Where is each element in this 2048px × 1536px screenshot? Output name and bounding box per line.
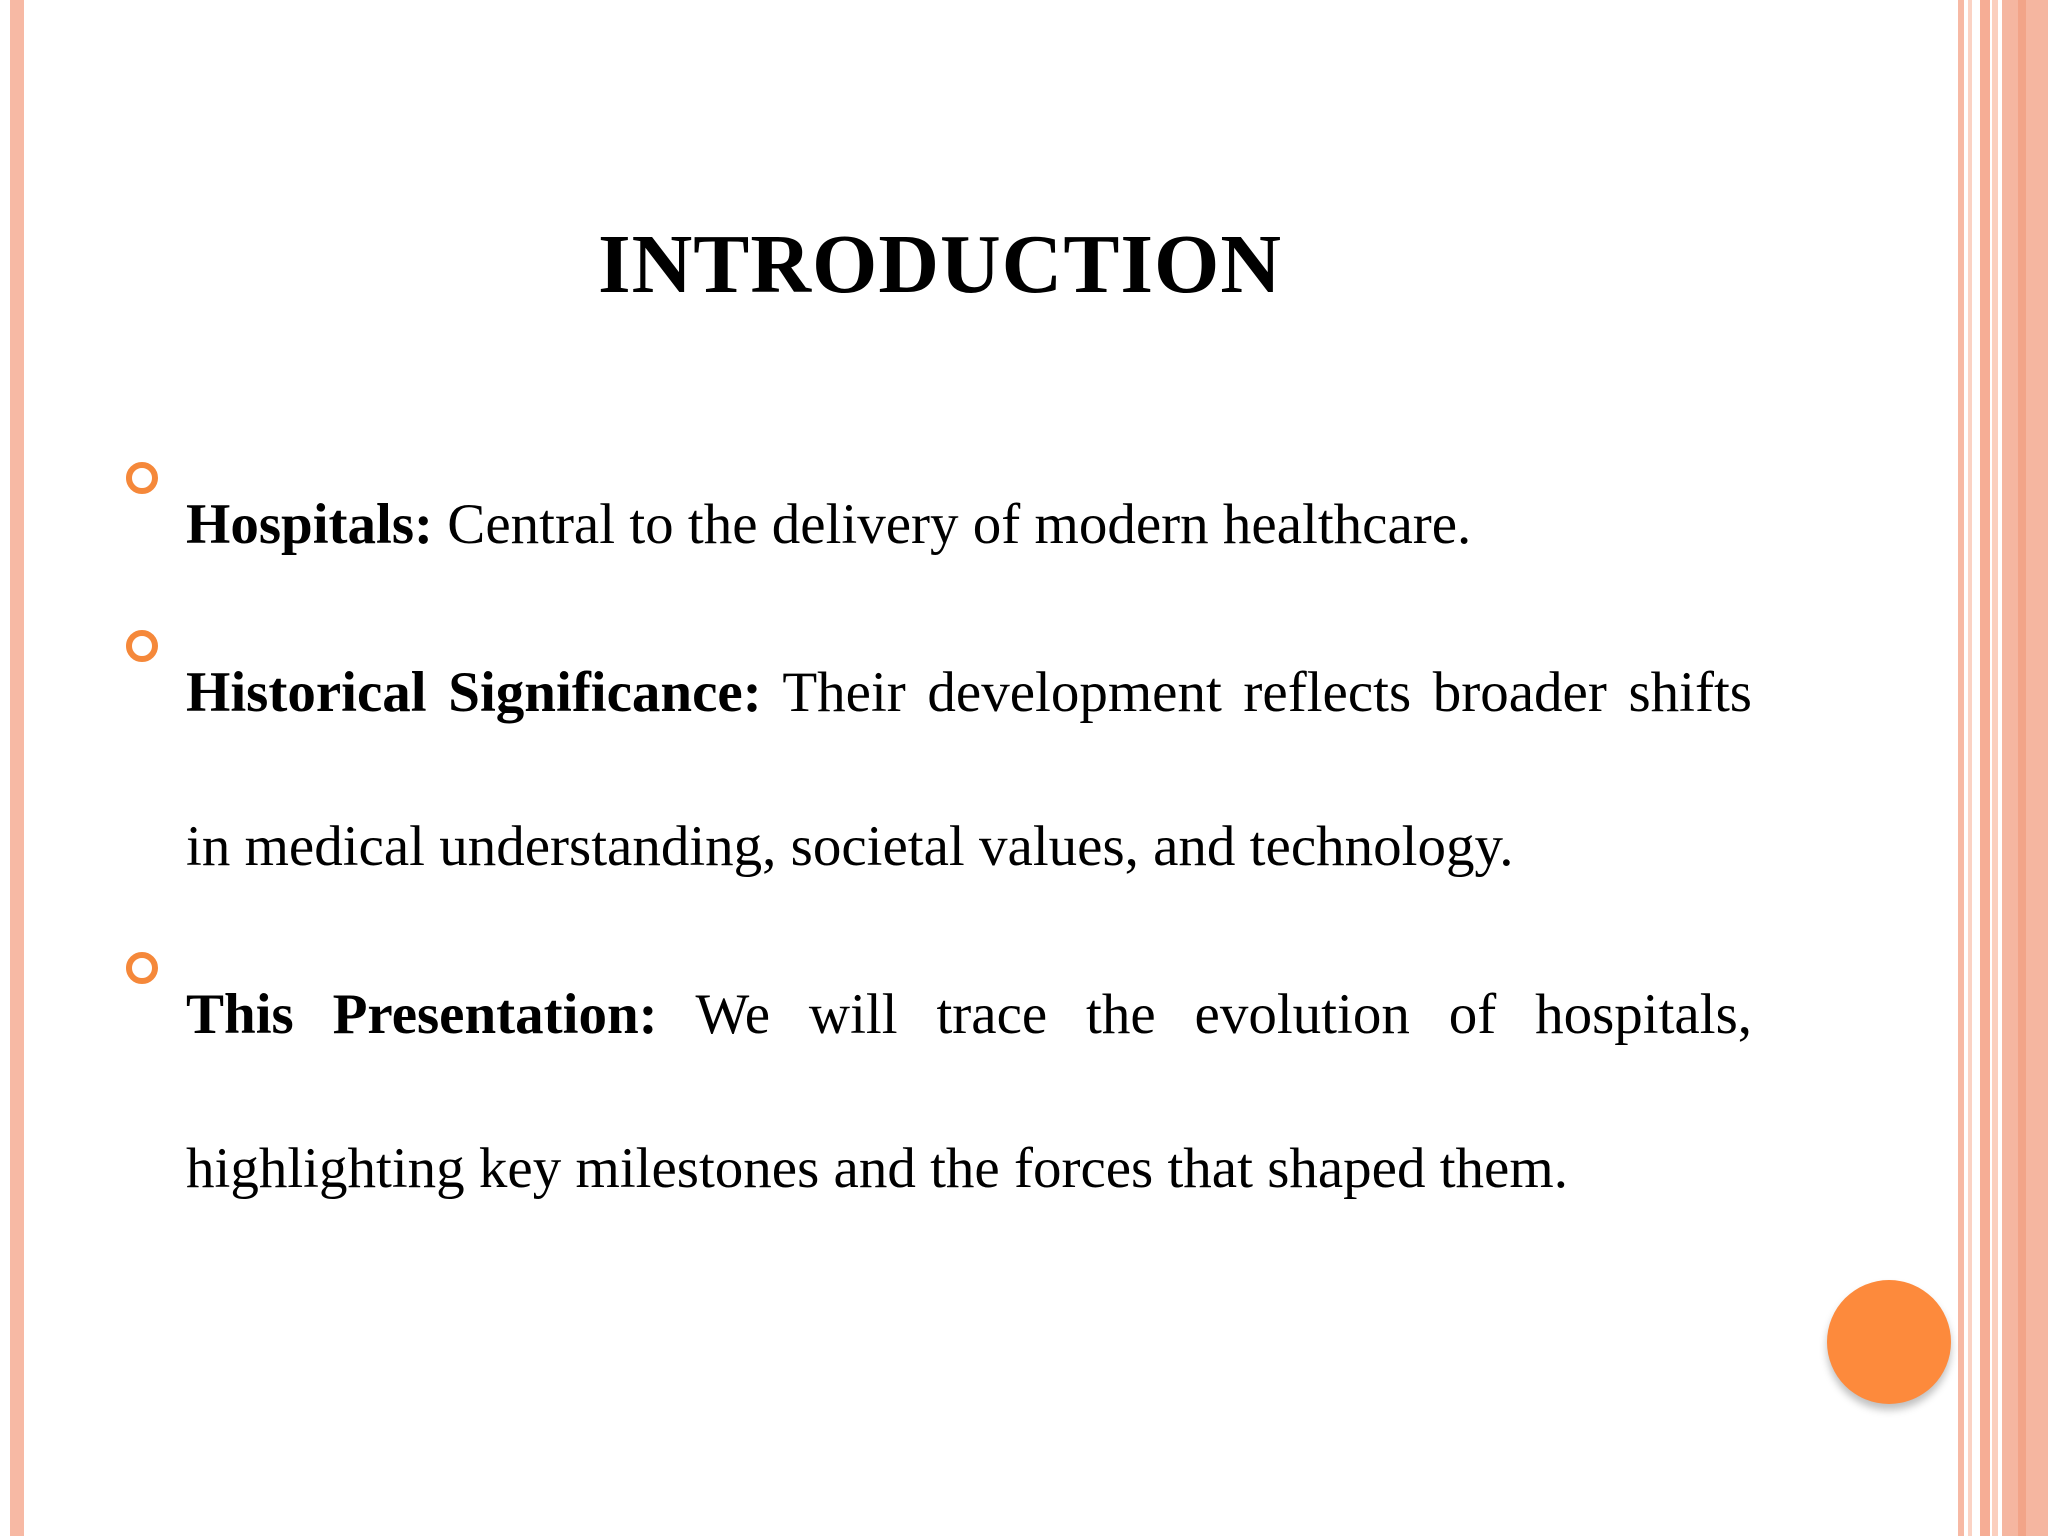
bullet-list (186, 448, 1752, 1246)
bullet-text: Their development reflects broader shifts in medical understanding, societal values, and technology. (186, 661, 1752, 878)
stripe (1980, 0, 1990, 1536)
bullet-term: Hospitals: (186, 493, 434, 556)
bullet-text: Central to the delivery of modern healthcare. (433, 493, 1472, 556)
stripe (2018, 0, 2026, 1536)
bullet-term: Historical Significance: (186, 661, 762, 724)
bullet-item (186, 448, 1752, 602)
bullet-ring-icon (126, 938, 162, 1092)
bullet-ring-icon (126, 616, 162, 770)
bullet-item (186, 616, 1752, 924)
stripe (1958, 0, 1964, 1536)
bullet-item (186, 938, 1752, 1246)
stripe (1992, 0, 1998, 1536)
orange-circle-decoration (1827, 1280, 1951, 1404)
bullet-term: This Presentation: (186, 983, 658, 1046)
bullet-text: We will trace the evolution of hospitals, highlighting key milestones and the forces that shaped them. (186, 983, 1752, 1200)
bullet-ring-icon (126, 448, 162, 602)
slide-title: INTRODUCTION (597, 218, 1283, 311)
stripe (1968, 0, 1972, 1536)
right-border-stripes (1958, 0, 2048, 1536)
